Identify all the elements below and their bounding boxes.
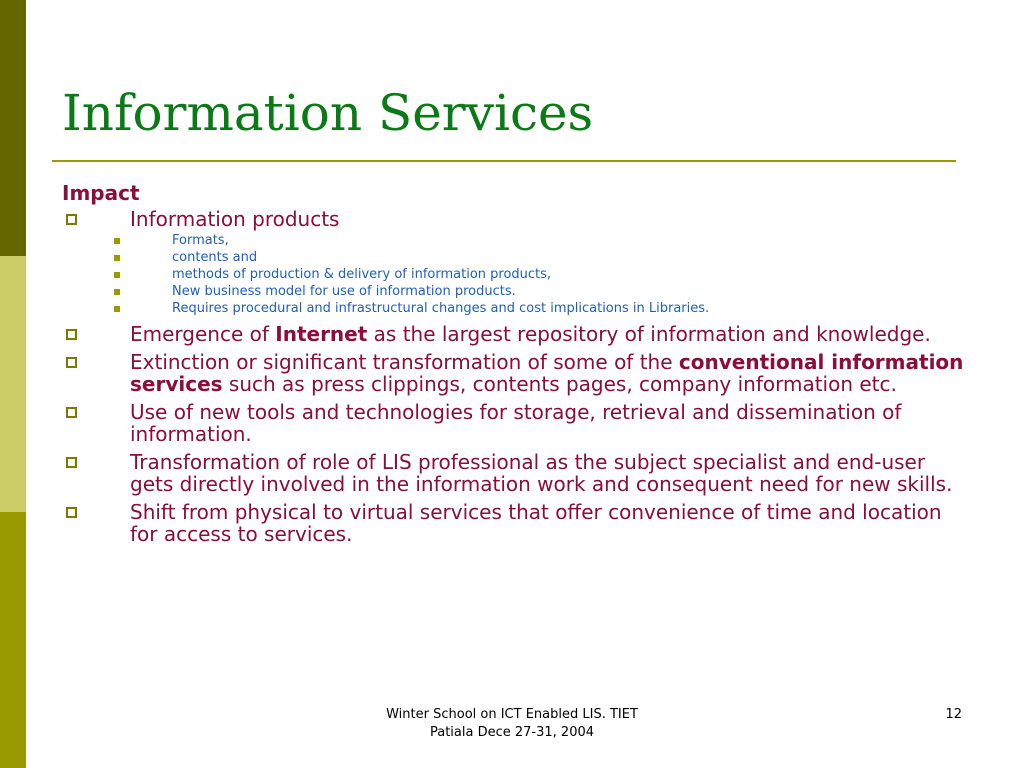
bullet-text: Use of new tools and technologies for storage, retrieval and dissemination of information. (130, 400, 902, 446)
sub-bullet-text: methods of production & delivery of information products, (172, 267, 552, 282)
sidebar-segment-light (0, 256, 26, 512)
footer-line-2: Patiala Dece 27-31, 2004 (429, 725, 595, 740)
sub-bullet-text: Formats, (172, 233, 229, 248)
sub-bullet-text: New business model for use of information products. (172, 284, 516, 299)
bullet-item (62, 501, 972, 545)
square-bullet-icon (66, 507, 77, 518)
bullet-text-before: Extinction or significant transformation of some of the (130, 350, 679, 374)
bullet-item (62, 451, 972, 495)
bullet-text: Information products (130, 207, 340, 231)
slide-title: Information Services (62, 84, 594, 142)
bullet-text-after: as the largest repository of information and knowledge. (367, 322, 931, 346)
bullet-text-before: Emergence of (130, 322, 276, 346)
sub-bullet-list (62, 232, 972, 317)
square-sub-bullet-icon (114, 255, 120, 261)
sidebar-segment-olive (0, 512, 26, 768)
square-bullet-icon (66, 214, 77, 225)
square-bullet-icon (66, 329, 77, 340)
square-bullet-icon (66, 357, 77, 368)
sidebar-decoration (0, 0, 26, 768)
bullet-item (62, 208, 972, 230)
title-divider (52, 160, 956, 162)
square-sub-bullet-icon (114, 238, 120, 244)
sub-bullet-text: contents and (172, 250, 258, 265)
sub-bullet-item (62, 232, 972, 249)
slide-body (62, 180, 972, 545)
bullet-text-bold: Internet (275, 322, 368, 346)
square-sub-bullet-icon (114, 306, 120, 312)
sub-bullet-item (62, 249, 972, 266)
bullet-text: Shift from physical to virtual services that offer convenience of time and location for access to services. (130, 500, 942, 546)
footer-line-1: Winter School on ICT Enabled LIS. TIET (386, 707, 638, 722)
bullet-text-bold: conventional information services (130, 350, 964, 396)
bullet-text: Transformation of role of LIS professional as the subject specialist and end-user gets directly involved in the information work and consequent need for new skills. (130, 450, 953, 496)
bullet-item (62, 351, 972, 395)
sub-bullet-item (62, 300, 972, 317)
sub-bullet-item (62, 266, 972, 283)
page-number: 12 (945, 707, 962, 722)
square-bullet-icon (66, 407, 77, 418)
square-sub-bullet-icon (114, 289, 120, 295)
bullet-item (62, 323, 972, 345)
sidebar-segment-dark (0, 0, 26, 256)
sub-bullet-text: Requires procedural and infrastructural changes and cost implications in Libraries. (172, 301, 710, 316)
sub-bullet-item (62, 283, 972, 300)
bullet-text-after: such as press clippings, contents pages, company information etc. (222, 372, 897, 396)
slide-footer (340, 706, 684, 742)
square-sub-bullet-icon (114, 272, 120, 278)
section-heading: Impact (62, 181, 140, 205)
square-bullet-icon (66, 457, 77, 468)
bullet-item (62, 401, 972, 445)
